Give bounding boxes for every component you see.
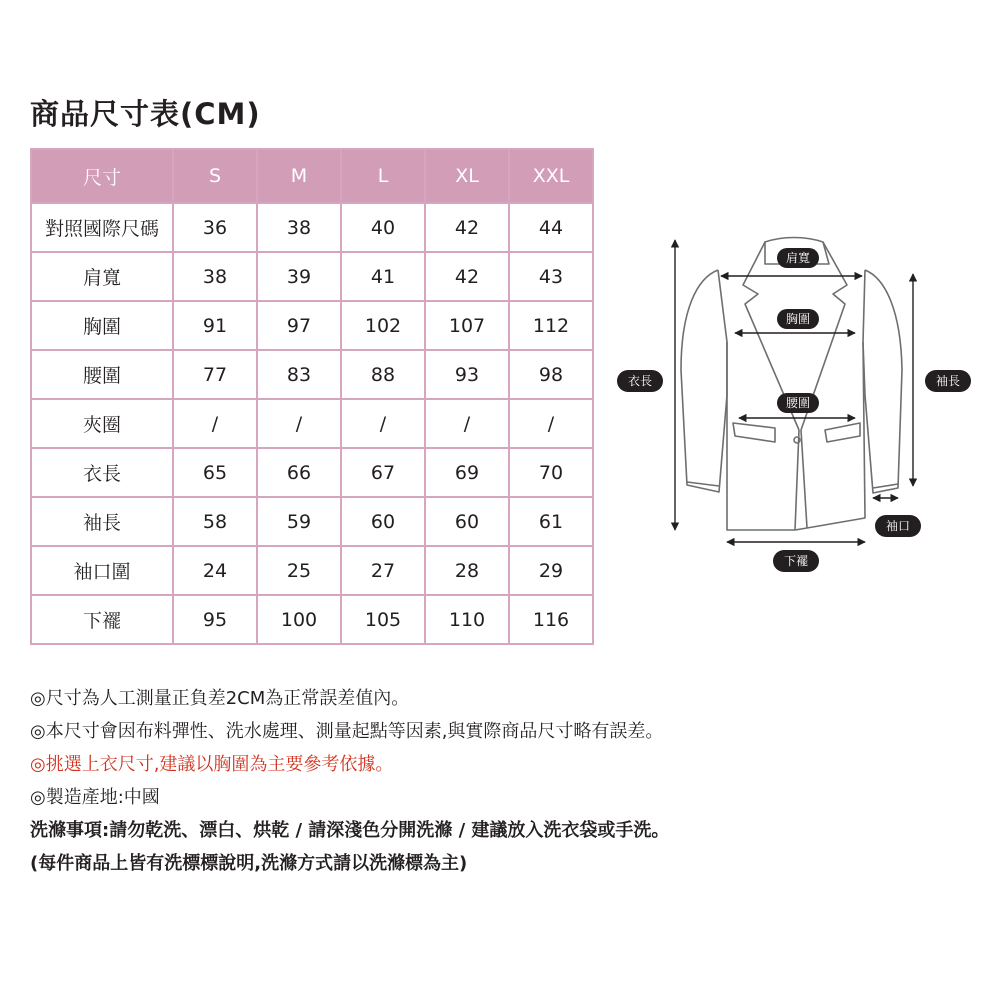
size-table [30,148,594,645]
cell: 61 [509,497,593,546]
tag-waist [777,393,819,413]
row-label: 腰圍 [31,350,173,399]
tag-hem [773,550,819,572]
svg-text:下襬: 下襬 [783,554,809,568]
svg-text:腰圍: 腰圍 [785,396,811,410]
cell: 24 [173,546,257,595]
cell: / [425,399,509,448]
table-row [31,497,593,546]
cell: 42 [425,252,509,301]
cell: 59 [257,497,341,546]
row-label: 夾圈 [31,399,173,448]
note-origin: ◎製造產地:中國 [30,787,160,808]
note-wash-label: (每件商品上皆有洗標標說明,洗滌方式請以洗滌標為主) [30,853,468,874]
cell: / [257,399,341,448]
row-label: 衣長 [31,448,173,497]
cell: 65 [173,448,257,497]
tag-shoulder [777,248,819,268]
cell: 25 [257,546,341,595]
cell: 66 [257,448,341,497]
svg-text:肩寬: 肩寬 [785,251,811,265]
cell: 58 [173,497,257,546]
cell: 77 [173,350,257,399]
jacket-diagram [615,230,980,575]
cell: 44 [509,203,593,252]
page-title: 商品尺寸表(CM) [30,97,261,131]
cell: 29 [509,546,593,595]
table-row [31,203,593,252]
row-label: 袖口圍 [31,546,173,595]
row-label: 袖長 [31,497,173,546]
row-label: 肩寬 [31,252,173,301]
cell: 83 [257,350,341,399]
cell: / [341,399,425,448]
cell: 40 [341,203,425,252]
cell: 42 [425,203,509,252]
header-s: S [173,149,257,203]
header-l: L [341,149,425,203]
tag-length [617,370,663,392]
row-label: 對照國際尺碼 [31,203,173,252]
cell: 60 [341,497,425,546]
cell: 98 [509,350,593,399]
header-xl: XL [425,149,509,203]
table-row [31,350,593,399]
table-header-row [31,149,593,203]
cell: 88 [341,350,425,399]
cell: 43 [509,252,593,301]
table-row [31,448,593,497]
cell: 100 [257,595,341,644]
table-row [31,301,593,350]
table-row [31,595,593,644]
cell: 36 [173,203,257,252]
cell: 105 [341,595,425,644]
table-row [31,546,593,595]
cell: / [173,399,257,448]
table-row [31,252,593,301]
note-wash: 洗滌事項:請勿乾洗、漂白、烘乾 / 請深淺色分開洗滌 / 建議放入洗衣袋或手洗。 [30,820,670,841]
cell: 95 [173,595,257,644]
cell: 91 [173,301,257,350]
note-variance: ◎本尺寸會因布料彈性、洗水處理、測量起點等因素,與實際商品尺寸略有誤差。 [30,721,664,742]
note-size-advice: ◎挑選上衣尺寸,建議以胸圍為主要參考依據。 [30,754,394,775]
header-size: 尺寸 [31,149,173,203]
cell: 116 [509,595,593,644]
notes-block [30,682,970,880]
cell: / [509,399,593,448]
cell: 112 [509,301,593,350]
cell: 60 [425,497,509,546]
cell: 38 [173,252,257,301]
cell: 93 [425,350,509,399]
jacket-outline [681,238,902,531]
cell: 70 [509,448,593,497]
tag-cuff [875,515,921,537]
cell: 97 [257,301,341,350]
cell: 41 [341,252,425,301]
note-tolerance: ◎尺寸為人工測量正負差2CM為正常誤差值內。 [30,688,410,709]
row-label: 下襬 [31,595,173,644]
cell: 38 [257,203,341,252]
cell: 102 [341,301,425,350]
cell: 27 [341,546,425,595]
cell: 67 [341,448,425,497]
table-row [31,399,593,448]
cell: 69 [425,448,509,497]
svg-text:衣長: 衣長 [627,374,653,388]
cell: 28 [425,546,509,595]
cell: 39 [257,252,341,301]
svg-text:袖口: 袖口 [885,519,911,533]
tag-chest [777,309,819,329]
header-xxl: XXL [509,149,593,203]
cell: 107 [425,301,509,350]
header-m: M [257,149,341,203]
cell: 110 [425,595,509,644]
svg-text:胸圍: 胸圍 [785,312,811,326]
tag-sleeve [925,370,971,392]
row-label: 胸圍 [31,301,173,350]
svg-text:袖長: 袖長 [935,374,961,388]
